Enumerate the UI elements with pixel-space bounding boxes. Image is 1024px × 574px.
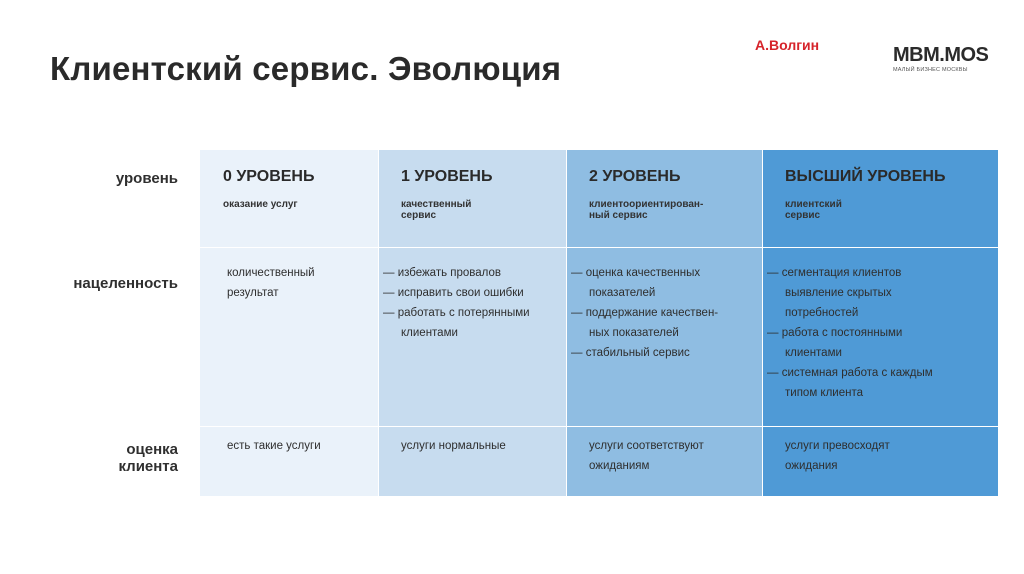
focus-cell-line: клиентами <box>401 327 458 339</box>
level-subtitle-line: сервис <box>785 210 821 221</box>
author-name: А.Волгин <box>755 37 820 53</box>
table-column <box>200 150 378 496</box>
logo-text: MBM.MOS <box>893 44 989 66</box>
level-title: 1 УРОВЕНЬ <box>401 168 493 185</box>
rating-cell-line: услуги превосходят <box>785 440 890 452</box>
level-subtitle-line: сервис <box>401 210 437 221</box>
level-subtitle-line: клиентоориентирован- <box>589 199 704 210</box>
level-subtitle <box>589 199 752 221</box>
focus-cell-line: типом клиента <box>785 387 863 399</box>
rating-cell <box>571 436 754 476</box>
column-header <box>223 168 368 210</box>
column-header <box>401 168 556 221</box>
focus-cell <box>383 263 558 343</box>
focus-cell <box>767 263 990 403</box>
focus-cell-line: выявление скрытых <box>785 287 892 299</box>
rating-cell-line: услуги соответствуют <box>589 440 704 452</box>
table-column <box>762 150 998 496</box>
rating-cell-line: ожидания <box>785 460 838 472</box>
focus-cell-line: — стабильный сервис <box>571 347 690 359</box>
logo <box>893 45 993 73</box>
focus-cell-line: результат <box>227 287 279 299</box>
focus-cell-line: — работать с потерянными <box>383 307 530 319</box>
level-subtitle-line: ный сервис <box>589 210 648 221</box>
column-divider <box>762 150 763 496</box>
focus-cell-line: количественный <box>227 267 315 279</box>
level-subtitle <box>785 199 988 221</box>
focus-cell-line: клиентами <box>785 347 842 359</box>
rating-cell <box>383 436 558 456</box>
column-divider <box>378 150 379 496</box>
logo-subtitle: МАЛЫЙ БИЗНЕС МОСКВЫ <box>893 67 968 73</box>
focus-cell-line: потребностей <box>785 307 859 319</box>
row-label-rating <box>118 441 178 475</box>
column-divider <box>566 150 567 496</box>
row-divider <box>200 247 998 248</box>
level-title: 2 УРОВЕНЬ <box>589 168 681 185</box>
row-label-rating-line2: клиента <box>118 458 178 475</box>
focus-cell-line: — системная работа с каждым <box>767 367 933 379</box>
column-header <box>785 168 988 221</box>
rating-cell <box>767 436 990 476</box>
rating-cell-line: услуги нормальные <box>401 440 506 452</box>
focus-cell-line: — избежать провалов <box>383 267 502 279</box>
logo-main-text <box>893 45 993 65</box>
row-divider <box>200 426 998 427</box>
focus-cell-line: ных показателей <box>589 327 679 339</box>
row-label-focus: нацеленность <box>73 275 178 292</box>
level-subtitle-line: клиентский <box>785 199 842 210</box>
rating-cell-line: ожиданиям <box>589 460 650 472</box>
evolution-table <box>200 150 998 496</box>
focus-cell-line: — работа с постоянными <box>767 327 903 339</box>
level-subtitle-line: оказание услуг <box>223 199 298 210</box>
focus-cell-line: показателей <box>589 287 656 299</box>
page-title: Клиентский сервис. Эволюция <box>50 50 562 87</box>
rating-cell-line: есть такие услуги <box>227 440 321 452</box>
level-title: 0 УРОВЕНЬ <box>223 168 315 185</box>
row-label-rating-line1: оценка <box>126 441 178 458</box>
column-header <box>589 168 752 221</box>
focus-cell <box>227 263 370 303</box>
level-subtitle <box>401 199 556 221</box>
level-subtitle <box>223 199 368 210</box>
focus-cell <box>571 263 754 363</box>
focus-cell-line: — исправить свои ошибки <box>383 287 524 299</box>
focus-cell-line: — поддержание качествен- <box>571 307 719 319</box>
focus-cell-line: — сегментация клиентов <box>767 267 902 279</box>
table-column <box>566 150 762 496</box>
level-title: ВЫСШИЙ УРОВЕНЬ <box>785 168 946 185</box>
table-column <box>378 150 566 496</box>
row-label-level: уровень <box>115 170 178 187</box>
rating-cell <box>227 436 370 456</box>
focus-cell-line: — оценка качественных <box>571 267 701 279</box>
level-subtitle-line: качественный <box>401 199 472 210</box>
